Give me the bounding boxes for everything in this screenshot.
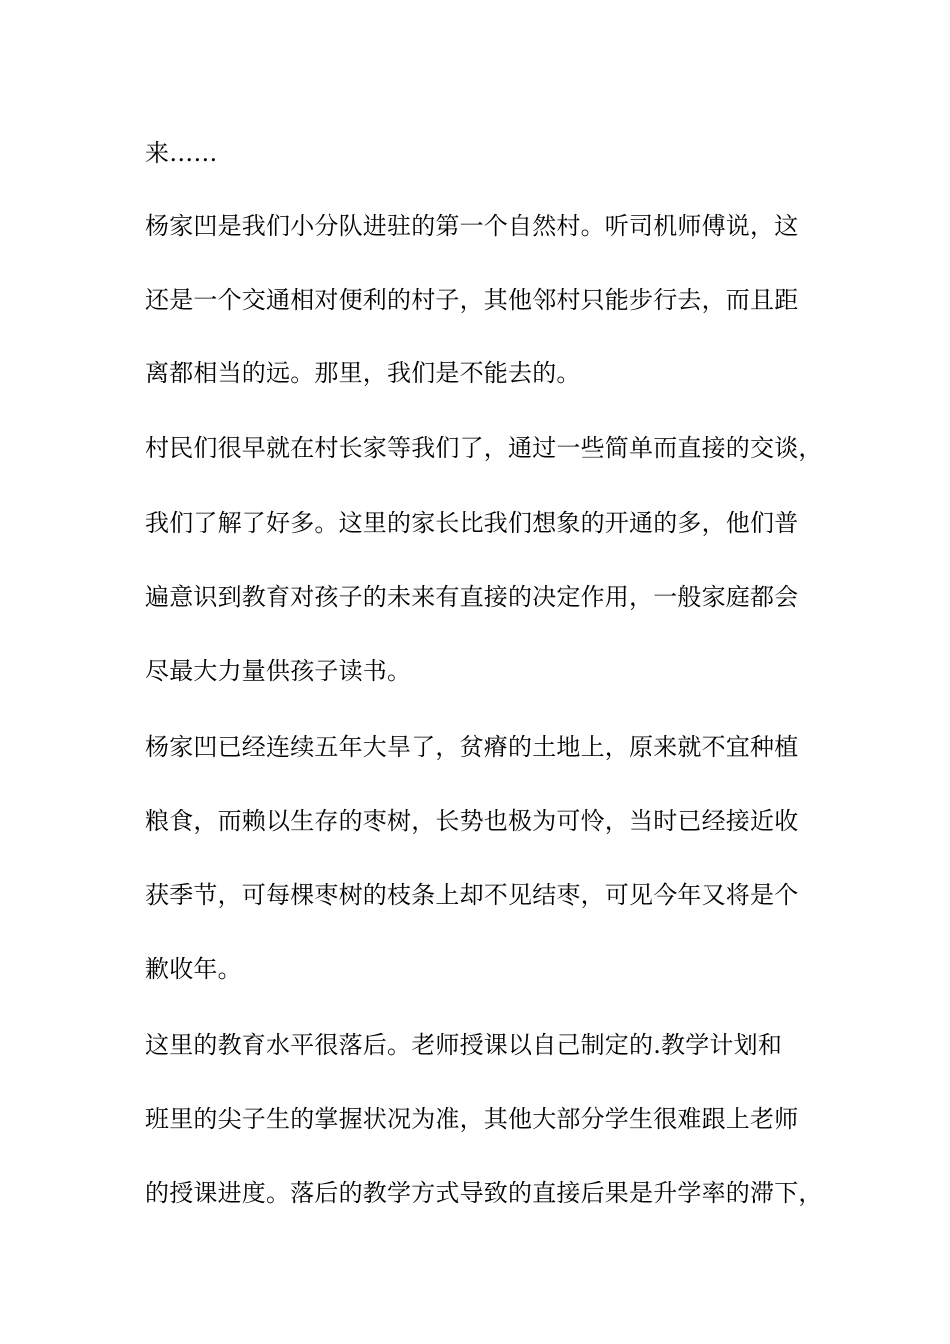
text-line: 杨家凹是我们小分队进驻的第一个自然村。听司机师傅说，这 bbox=[145, 212, 799, 240]
text-line: 杨家凹已经连续五年大旱了，贫瘠的土地上，原来就不宜种植 bbox=[145, 733, 799, 761]
text-line: 歉收年。 bbox=[145, 955, 242, 983]
text-line: 粮食，而赖以生存的枣树，长势也极为可怜，当时已经接近收 bbox=[145, 807, 799, 835]
text-line: 我们了解了好多。这里的家长比我们想象的开通的多，他们普 bbox=[145, 509, 799, 537]
text-line: 离都相当的远。那里，我们是不能去的。 bbox=[145, 359, 581, 387]
text-line: 还是一个交通相对便利的村子，其他邻村只能步行去，而且距 bbox=[145, 286, 799, 314]
text-line: 村民们很早就在村长家等我们了，通过一些简单而直接的交谈， bbox=[145, 434, 823, 462]
text-line: 遍意识到教育对孩子的未来有直接的决定作用，一般家庭都会 bbox=[145, 583, 799, 611]
text-line: 这里的教育水平很落后。老师授课以自己制定的.教学计划和 bbox=[145, 1031, 783, 1059]
text-line: 尽最大力量供孩子读书。 bbox=[145, 657, 412, 685]
text-line: 班里的尖子生的掌握状况为准，其他大部分学生很难跟上老师 bbox=[145, 1105, 799, 1133]
text-line: 来…… bbox=[145, 139, 218, 167]
text-line: 获季节，可每棵枣树的枝条上却不见结枣，可见今年又将是个 bbox=[145, 881, 799, 909]
text-line: 的授课进度。落后的教学方式导致的直接后果是升学率的滞下， bbox=[145, 1179, 823, 1207]
